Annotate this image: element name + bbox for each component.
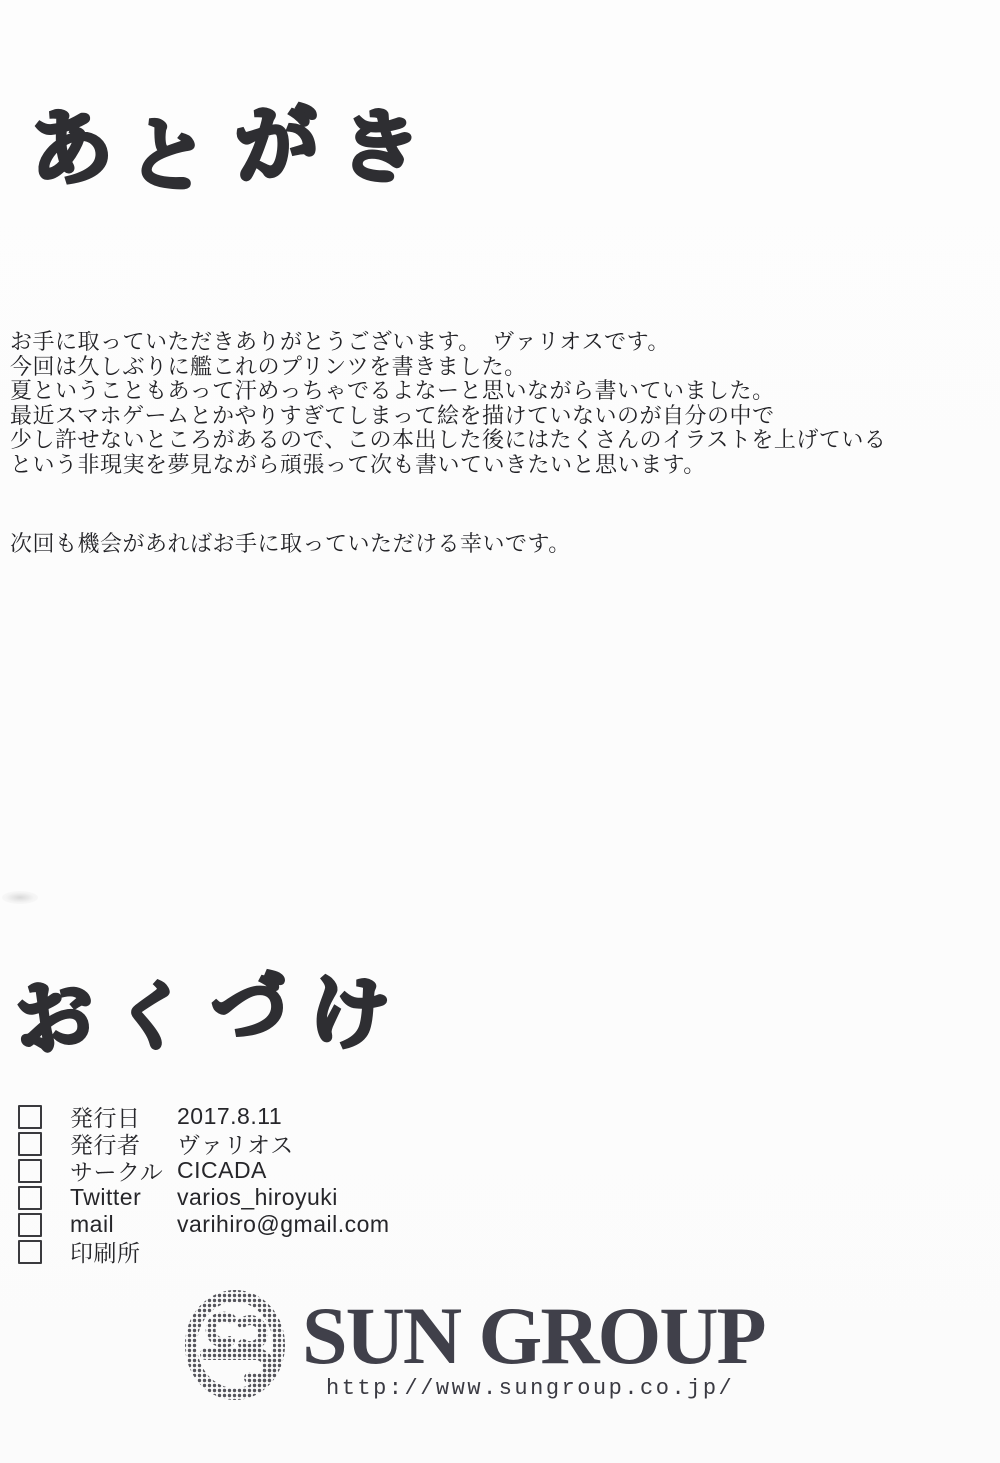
colophon-label: mail <box>70 1211 115 1237</box>
afterword-title-char: き <box>334 96 426 199</box>
colophon-label: 印刷所 <box>70 1240 141 1266</box>
printer-logo-block <box>0 1287 1000 1417</box>
paragraph-line: 最近スマホゲームとかやりすぎてしまって絵を描けていないのが自分の中で <box>10 402 775 428</box>
colophon-value: varios_hiroyuki <box>177 1184 338 1210</box>
afterword-closing-line: 次回も機会があればお手に取っていただける幸いです。 <box>10 531 571 556</box>
paragraph-line: お手に取っていただきありがとうございます。 ヴァリオスです。 <box>10 329 670 354</box>
checkbox-icon <box>18 1105 42 1129</box>
colophon-title-char: お <box>8 965 101 1070</box>
colophon-title-char: け <box>303 963 394 1064</box>
colophon-value: ヴァリオス <box>177 1132 294 1158</box>
colophon-value: 2017.8.11 <box>177 1103 283 1129</box>
colophon-label: サークル <box>70 1159 164 1185</box>
colophon-value: varihiro@gmail.com <box>177 1211 390 1237</box>
colophon-title-char: く <box>106 967 195 1065</box>
colophon-row-publisher <box>18 1130 390 1157</box>
sun-group-logo-icon <box>182 1288 288 1409</box>
colophon-label: 発行日 <box>70 1105 141 1131</box>
colophon-value: CICADA <box>177 1157 267 1183</box>
checkbox-icon <box>18 1186 42 1210</box>
checkbox-icon <box>18 1132 42 1156</box>
afterword-title-char: と <box>123 106 215 208</box>
colophon-label: 発行者 <box>70 1132 141 1158</box>
paragraph-line: 今回は久しぶりに艦これのプリンツを書きました。 <box>10 353 527 379</box>
checkbox-icon <box>18 1159 42 1183</box>
scan-artifact-smudge <box>2 891 38 904</box>
afterword-title <box>22 91 426 208</box>
paragraph-line: 少し許せないところがあるので、この本出した後にはたくさんのイラストを上げている <box>10 427 887 452</box>
colophon-row-twitter <box>18 1184 390 1211</box>
colophon-row-circle <box>18 1157 390 1184</box>
printer-name: SUN GROUP <box>302 1290 765 1381</box>
colophon-row-publish-date <box>18 1103 390 1130</box>
paragraph-line: という非現実を夢見ながら頑張って次も書いていきたいと思います。 <box>10 451 706 477</box>
colophon-row-mail <box>18 1211 390 1238</box>
colophon-title-char: づ <box>207 960 293 1057</box>
afterword-paragraph <box>10 330 970 477</box>
colophon-label: Twitter <box>70 1184 142 1210</box>
colophon-list <box>18 1103 390 1265</box>
printer-url: http://www.sungroup.co.jp/ <box>326 1376 735 1401</box>
colophon-title <box>8 960 394 1070</box>
afterword-title-char: が <box>230 91 323 197</box>
checkbox-icon <box>18 1240 42 1264</box>
checkbox-icon <box>18 1213 42 1237</box>
afterword-title-char: あ <box>22 94 119 202</box>
colophon-row-printer <box>18 1238 390 1265</box>
paragraph-line: 夏ということもあって汗めっちゃでるよなーと思いながら書いていました。 <box>10 378 775 403</box>
